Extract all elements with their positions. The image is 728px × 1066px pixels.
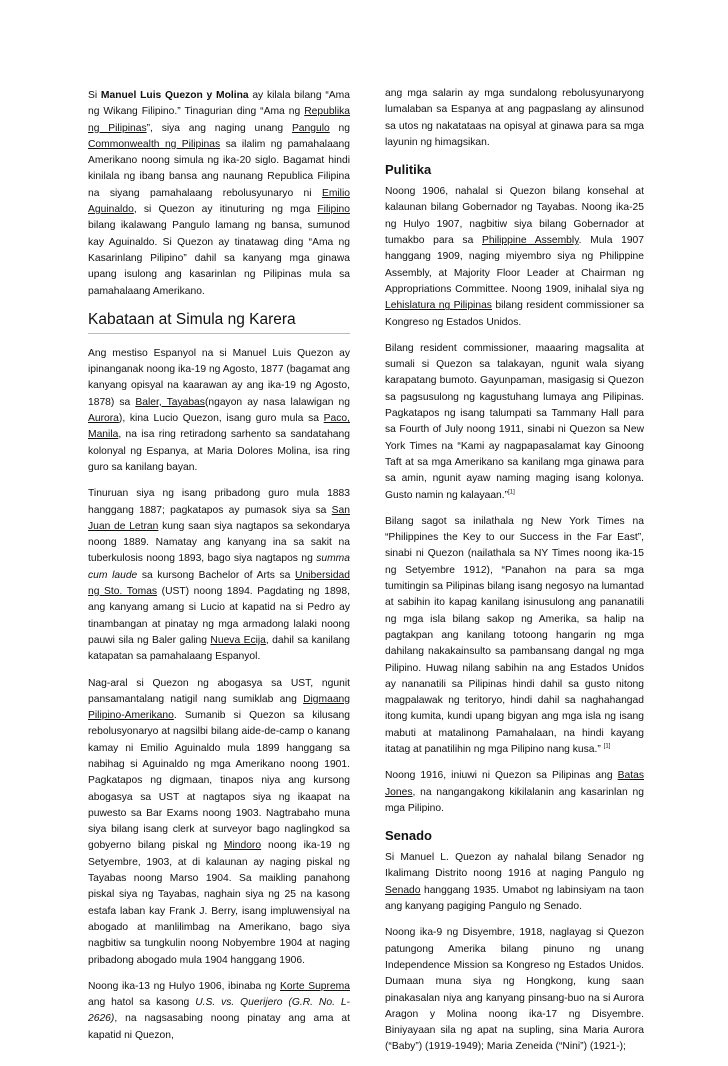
text-run: Tinuruan siya ng isang pribadong guro mula 1883 hanggang 1887; pagkatapos ay pumasok siya sa (88, 488, 350, 516)
text-run: Noong ika-13 ng Hulyo 1906, ibinaba ng (88, 980, 280, 992)
text-run: Bilang resident commissioner, maaaring magsalita at sumali si Quezon sa talakayan, ngunit wala siyang karapatang bumoto. Gayunpaman, masigasig si Quezon sa pagsusulong ng kagustuhang lumaya ang Pilipinas. Pagkatapos ng isang talumpati sa Tammany Hall para sa Fourth of July noong 1911, sinabi ni Quezon sa New York Times na “Kami ay nagpapasalamat kay Ginoong Taft at sa mga Amerikano sa kanilang mga ginawa para sa amin, ngunit ayaw naming maging isang kolonya. Gusto namin ng kalayaan.” (385, 342, 644, 501)
text-run: Nag-aral si Quezon ng abogasya sa UST, ngunit pansamantalang natigil nang sumiklab ang (88, 677, 350, 705)
paragraph-supreme-court (88, 979, 350, 1044)
wiki-link[interactable]: Digmaang Pilipino-Amerikano (88, 693, 350, 722)
text-run: ”, siya ang naging unang (146, 122, 292, 134)
italic-text: summa cum laude (88, 553, 350, 581)
text-run: sa ilalim ng pamahalaang Amerikano noong simula ng ika-20 siglo. Bagamat hindi kinilala ng ibang bansa ang naunang Republica Filipina na siyang pamahalaang rebolusyunaryo ni (88, 138, 350, 199)
wiki-link[interactable]: Baler, Tayabas (135, 396, 205, 408)
wiki-link[interactable]: Korte Suprema (279, 980, 350, 992)
text-run: hanggang 1935. Umabot ng labinsiyam na taon ang kanyang pagiging Pangulo ng Senado. (385, 884, 644, 913)
paragraph-jones-law (385, 768, 644, 817)
text-run: (ngayon ay nasa lalawigan ng (204, 396, 351, 408)
text-run: (UST) noong 1894. Pagdating ng 1898, ang kanyang amang si Lucio at kapatid na si Pedro ay tinambangan at pinatay ng mga armadong lalaki noong pauwi sila ng Baler galing (88, 586, 350, 646)
text-run: , na nagsasabing noong pinatay ang ama at kapatid ni Quezon, (88, 1013, 350, 1041)
text-run: ay kilala bilang “Ama ng Wikang Filipino.” Tinagurian ding “Ama ng (88, 90, 350, 118)
footnote-ref[interactable]: [1] (508, 489, 515, 496)
wiki-link[interactable]: Lehislatura ng Pilipinas (385, 300, 492, 312)
paragraph-senate (385, 850, 644, 915)
section-heading-kabataan: Kabataan at Simula ng Karera (88, 310, 350, 334)
left-column (88, 88, 350, 1054)
text-run: , si Quezon ay itinuturing ng mga (133, 204, 318, 216)
paragraph-law-career (88, 676, 350, 969)
text-run: . Mula 1907 hanggang 1909, naging miyembro siya ng Philippine Assembly, at Majority Floor Leader at Chairman ng Appropriations Committee. Noong 1909, inihalal siya ng (385, 235, 645, 295)
footnote-ref[interactable]: [1] (603, 743, 611, 750)
wiki-link[interactable]: Nueva Ecija (210, 634, 266, 646)
text-run: Noong 1906, nahalal si Quezon bilang konsehal at kalaunan bilang Gobernador ng Tayabas. Noong ika-25 ng Hulyo 1907, nagbitiw siya bilang Gobernador at tumakbo para sa (385, 186, 644, 247)
wiki-link[interactable]: Senado (385, 884, 421, 896)
paragraph-politics (385, 184, 644, 331)
intro-paragraph (88, 88, 350, 300)
wiki-link[interactable]: Aurora (88, 413, 119, 425)
text-run: Noong ika-9 ng Disyembre, 1918, naglayag si Quezon patungong Amerika bilang pinuno ng unang Independence Mission sa Kongreso ng Estados Unidos. Dumaan muna siya ng Hongkong, kung saan pinakasalan niya ang kanyang pinsang-buo na si Aurora Aragon y Molina noong ika-17 ng Disyembre. Biniyayaan sila ng apat na supling, sina Maria Aurora (“Baby”) (1919-1949); Maria Zeneida (“Nini”) (1921-); (385, 927, 644, 1053)
text-run: Noong 1916, iniuwi ni Quezon sa Pilipinas ang (385, 770, 618, 782)
text-run: bilang resident commissioner sa Kongreso ng Estados Unidos. (385, 300, 644, 328)
text-run: . Sumanib si Quezon sa kilusang rebolusyonaryo at nagsilbi bilang aide-de-camp o kanang kamay ni Emilio Aguinaldo mula 1899 hanggang sa nabihag si Aguinaldo ng mga Amerikano noong 1901. Pagkatapos ng digmaan, tinapos niya ang kursong abogasya sa UST at nagtapos siya ng ikaapat na puwesto sa Bar Exams noong 1903. Nagtrabaho muna siya bilang isang clerk at surveyor bago naglingkod sa gobyerno bilang piskal ng (88, 710, 350, 852)
text-run: , dahil sa kanilang katapatan sa pamahalaang Espanyol. (88, 634, 350, 663)
text-run: ang mga salarin ay mga sundalong rebolusyunaryong lumalaban sa Espanya at ang pagpaslang ay alinsunod sa utos ng nakatataas na opisyal at ginawa para sa mga layunin ng himagsikan. (385, 88, 644, 148)
wiki-link[interactable]: Emilio Aguinaldo (88, 187, 350, 216)
text-run: sa kursong Bachelor of Arts sa (137, 569, 296, 581)
wiki-link[interactable]: Paco, Manila (88, 413, 350, 441)
paragraph-resident-commissioner (385, 341, 644, 504)
wiki-link[interactable]: Pangulo (291, 122, 330, 134)
paragraph-nytimes (385, 514, 644, 758)
text-run: Bilang sagot sa inilathala ng New York Times na “Philippines the Key to our Success in the Far East”, sinabi ni Quezon (nailathala sa NY Times noong ika-15 ng Setyembre 1912), “Panahon na para sa mga tumitingin sa Pilipinas bilang isang negosyo na lumantad at sabihin ito kapag kanilang isinusulong ang pananatili ng mga isla bilang sakop ng Amerika, sa halip na pagtakpan ang kanilang totoong hangarin ng mga dahilang nakakainsulto sa pambansang dangal ng mga Pilipino. Huwag nilang sabihin na ang Estados Unidos ay nananatili sa Pilipinas hindi dahil sa gusto nitong magpalawak ng teritoryo, hindi dahil sa naghahangad itong kumita, kundi upang bigyan ang mga isla ng isang mabuti at matalinong Pamahalaan, na hindi kayang itatag at panatilihin ng mga Pilipino nang kusa.” (385, 515, 644, 755)
text-run: kung saan siya nagtapos sa sekondarya noong 1889. Namatay ang kanyang ina sa sakit na tuberkulosis noong 1893, bago siya nagtapos ng (88, 520, 350, 565)
wiki-link[interactable]: Philippine Assembly (481, 235, 579, 247)
section-heading-pulitika: Pulitika (385, 162, 432, 178)
wiki-link[interactable]: Republika ng Pilipinas (88, 106, 350, 134)
wiki-link[interactable]: Mindoro (223, 840, 262, 852)
text-run: bilang ikalawang Pangulo lamang ng bansa, sumunod kay Aguinaldo. Si Quezon ay tinatawag ding “Ama ng Kasarinlang Pilipino” dahil sa kanyang mga ginawa upang isulong ang kasarinlan ng Pilipinas mula sa pamahalaang Amerikano. (88, 220, 350, 297)
text-run: ng (329, 122, 350, 134)
bold-text: Manuel Luis Quezon y Molina (100, 90, 249, 101)
paragraph-education (88, 486, 350, 665)
text-run: , na nangangakong kikilalanin ang kasarinlan ng mga Pilipino. (385, 786, 644, 814)
text-run: noong ika-19 ng Setyembre, 1903, at di kalaunan ay naging piskal ng Tayabas noong Marso 1904. Sa maikling panahong piskal siya ng Tayabas, naghain siya ng 25 na kasong estafa laban kay Frank J. Berry, isang impluwensiyal na abogado at manlilimbag na Amerikano, bago siya nagbitiw sa tungkulin noong Nobyembre 1904 at naging pribadong abogado mula 1904 hanggang 1906. (88, 840, 350, 966)
text-run: Si (88, 90, 101, 101)
text-run: Ang mestiso Espanyol na si Manuel Luis Quezon ay ipinanganak noong ika-19 ng Agosto, 1877 (bagamat ang kanyang opisyal na kaarawan ay ang ika-19 ng Agosto, 1878) sa (88, 347, 350, 408)
wiki-link[interactable]: Commonwealth ng Pilipinas (88, 138, 221, 150)
text-run: Si Manuel L. Quezon ay nahalal bilang Senador ng Ikalimang Distrito noong 1916 at naging Pangulo ng (385, 852, 644, 880)
paragraph-continuation (385, 86, 644, 151)
wiki-link[interactable]: Unibersidad ng Sto. Tomas (88, 569, 350, 598)
text-run: ang hatol sa kasong (88, 997, 196, 1009)
paragraph-independence-mission (385, 925, 644, 1055)
text-run: , na isa ring retiradong sarhento sa sandatahang kolonyal ng Espanya, at Maria Dolores Molina, isa ring guro sa kanilang bayan. (88, 429, 350, 473)
text-run: ), kina Lucio Quezon, isang guro mula sa (118, 413, 324, 425)
right-column (385, 86, 644, 1066)
wiki-link[interactable]: Batas Jones (385, 770, 644, 798)
italic-text: U.S. vs. Querijero (G.R. No. L-2626) (88, 997, 350, 1025)
wiki-link[interactable]: Filipino (317, 204, 350, 216)
paragraph-birth (88, 346, 350, 476)
wiki-link[interactable]: San Juan de Letran (88, 504, 350, 532)
section-heading-senado: Senado (385, 828, 432, 844)
